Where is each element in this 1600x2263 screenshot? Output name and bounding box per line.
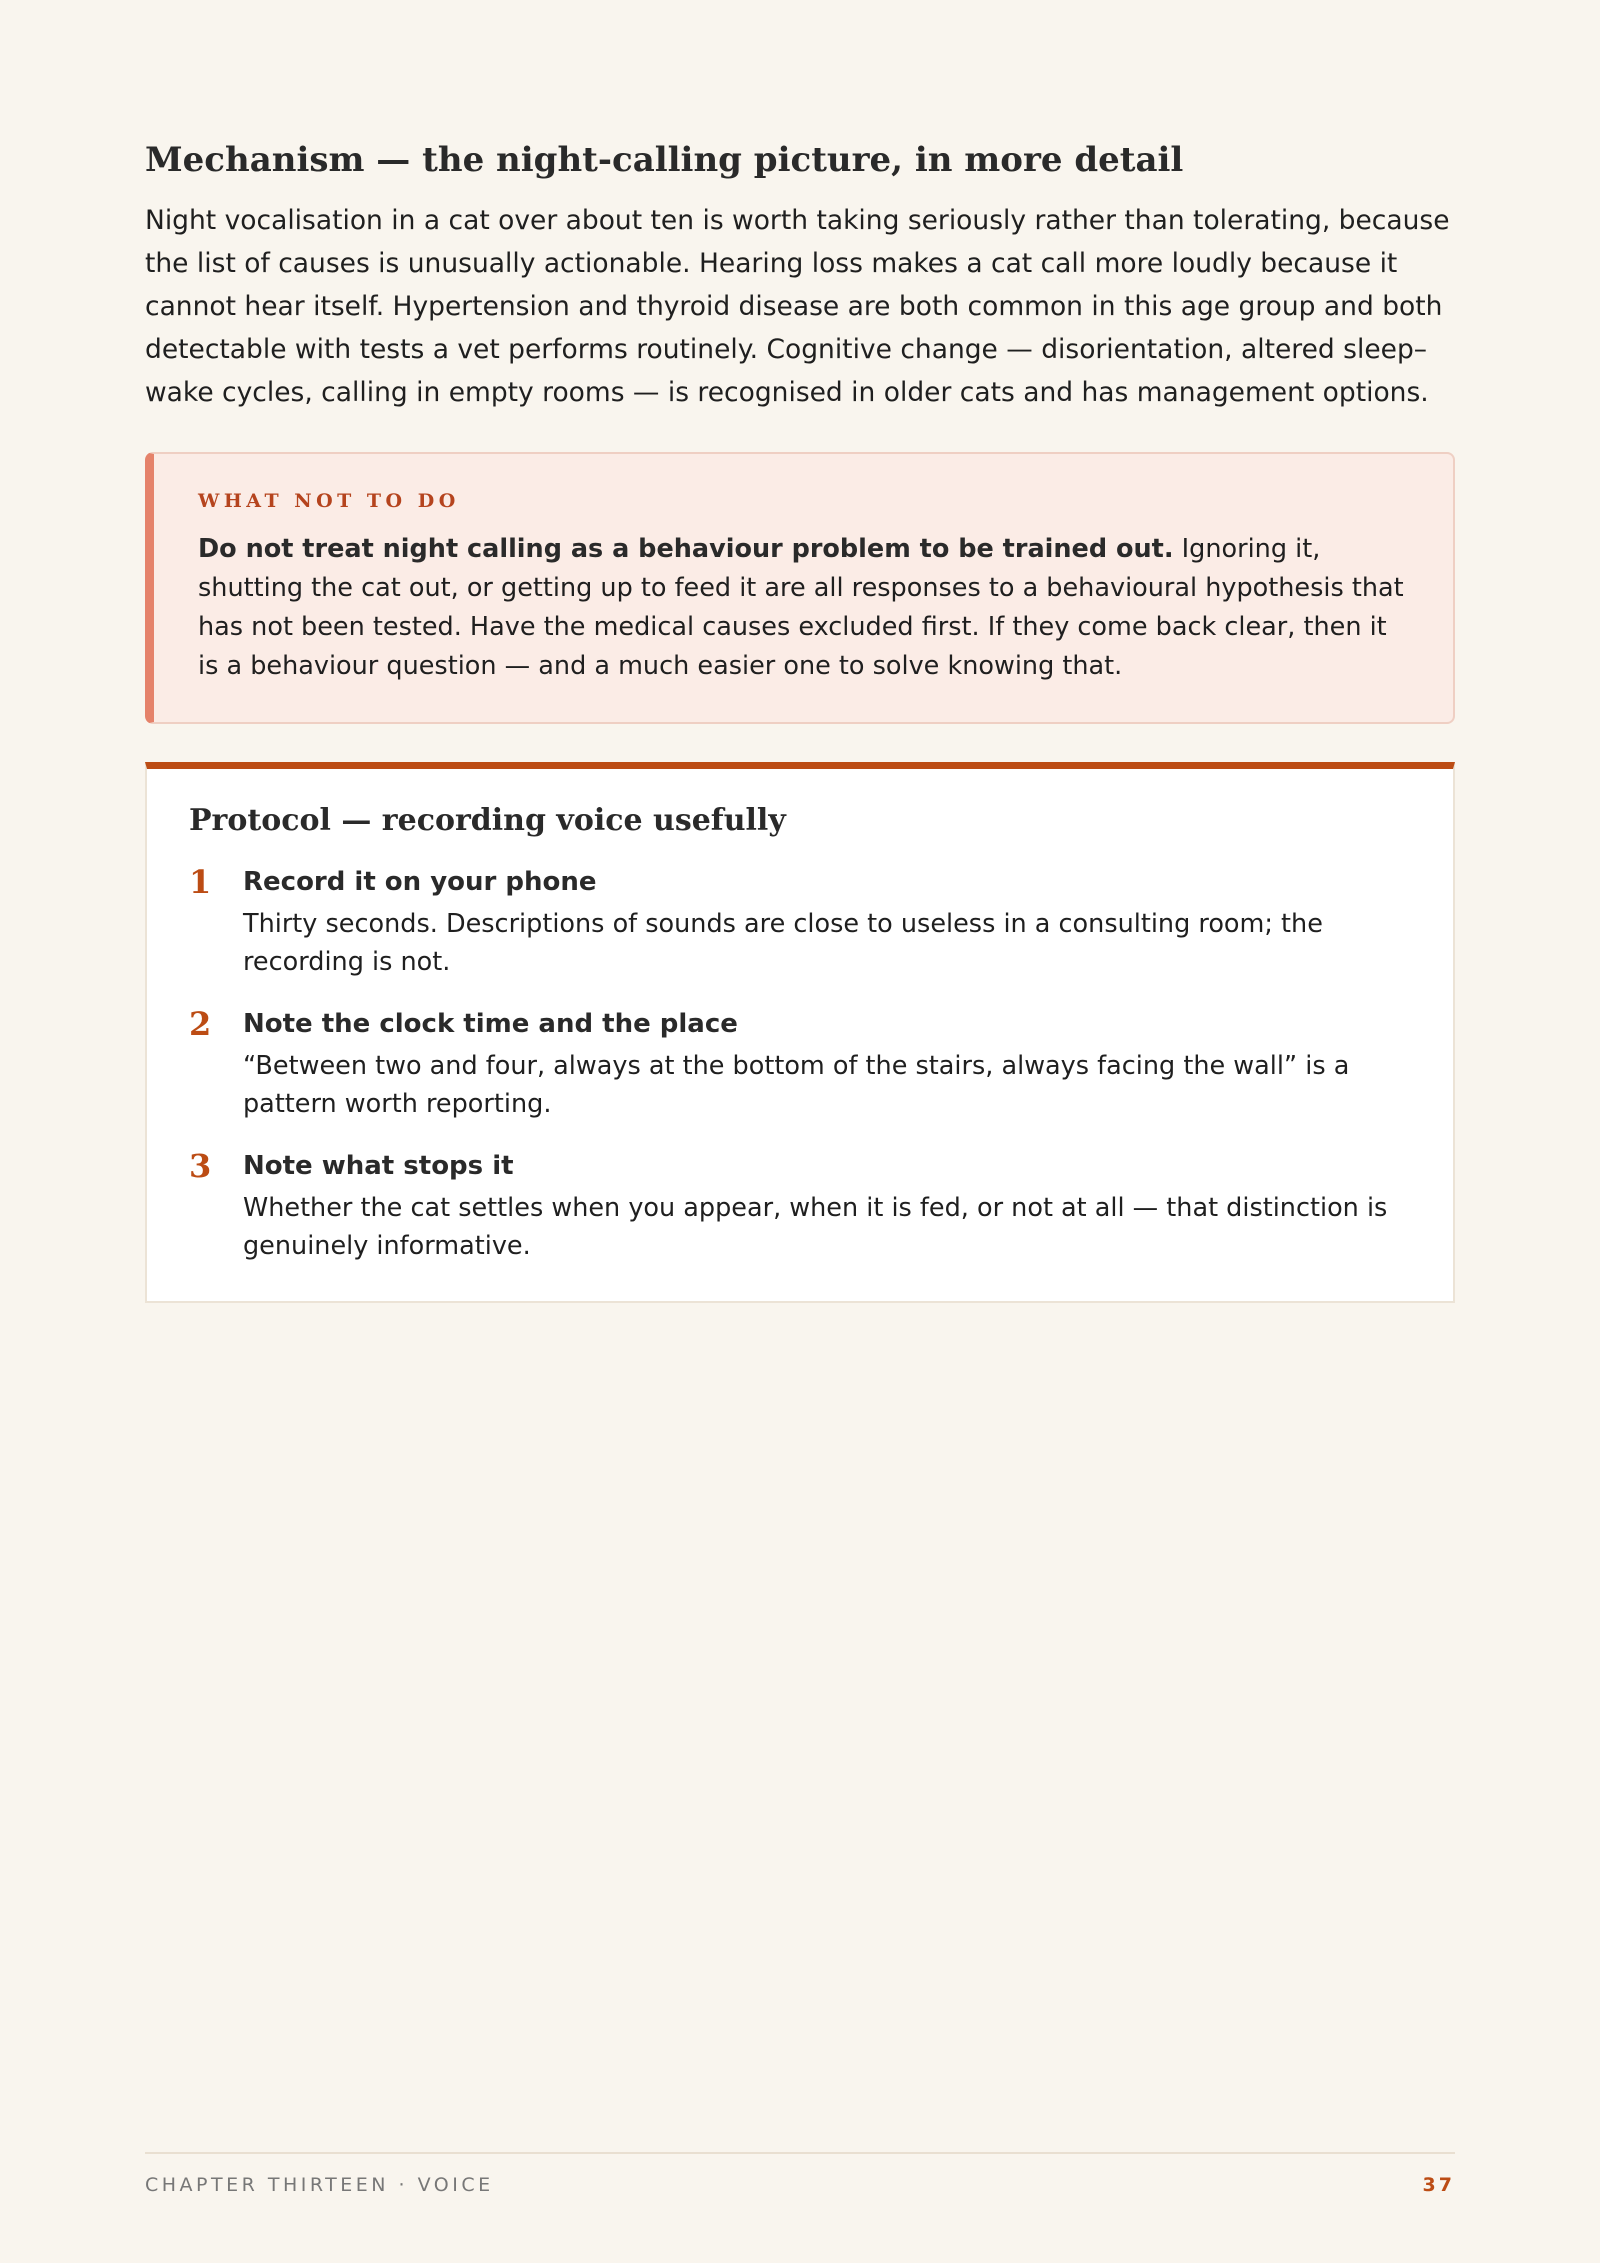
warning-paragraph [198, 530, 1405, 686]
step-content [243, 1147, 1409, 1265]
step-title: Record it on your phone [243, 866, 597, 897]
warning-text: Ignoring it, shutting the cat out, or getting up to feed it are all responses to a behavioural hypothesis that has not been tested. Have the medical causes excluded first. If they come back clear, then it is a behaviour question — and a much easier one to solve knowing that. [198, 533, 1404, 681]
protocol-box [145, 762, 1455, 1303]
step-number: 1 [189, 862, 212, 901]
step-text: Whether the cat settles when you appear, when it is fed, or not at all — that distinction is genuinely informative. [243, 1192, 1388, 1261]
step-text: “Between two and four, always at the bottom of the stairs, always facing the wall” is a pattern worth reporting. [243, 1050, 1350, 1119]
section-body: Night vocalisation in a cat over about ten is worth taking seriously rather than tolerating, because the list of causes is unusually actionable. Hearing loss makes a cat call more loudly because it cannot hear itself. Hypertension and thyroid disease are both common in this age group and both detectable with tests a vet performs routinely. Cognitive change — disorientation, altered sleep–wake cycles, calling in empty rooms — is recognised in older cats and has management options. [145, 204, 1450, 408]
footer-chapter: CHAPTER THIRTEEN · VOICE [145, 2174, 494, 2196]
section-title: Mechanism — the night-calling picture, in more detail [145, 140, 1184, 180]
protocol-step [189, 1147, 1409, 1265]
protocol-step [189, 1005, 1409, 1123]
step-number: 3 [189, 1146, 212, 1185]
protocol-title: Protocol — recording voice usefully [189, 802, 786, 838]
step-number: 2 [189, 1004, 212, 1043]
step-text: Thirty seconds. Descriptions of sounds are close to useless in a consulting room; the recording is not. [243, 908, 1323, 977]
page-footer [145, 2152, 1455, 2196]
page-number: 37 [1422, 2174, 1455, 2196]
protocol-step [189, 863, 1409, 981]
step-title: Note what stops it [243, 1150, 514, 1181]
warning-strong-text: Do not treat night calling as a behaviour problem to be trained out. [198, 533, 1174, 564]
warning-callout [145, 452, 1455, 724]
step-title: Note the clock time and the place [243, 1008, 738, 1039]
warning-eyebrow: WHAT NOT TO DO [198, 489, 460, 512]
step-content [243, 1005, 1409, 1123]
page-content [145, 140, 1455, 1303]
step-content [243, 863, 1409, 981]
